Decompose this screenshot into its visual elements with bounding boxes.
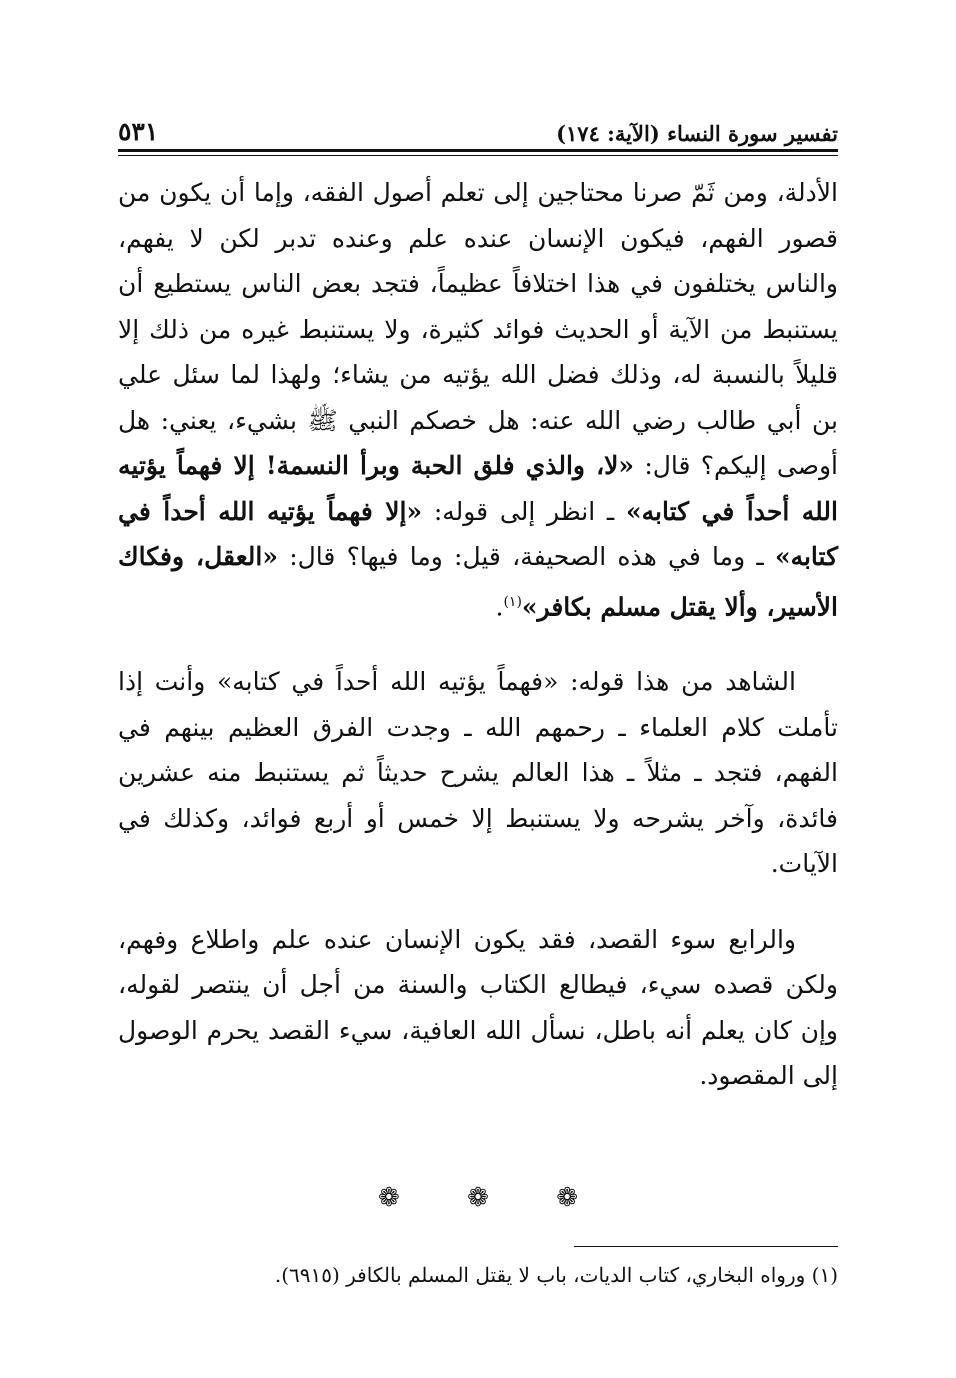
header-rule-thin <box>118 155 838 156</box>
flower-ornament-icon: ❁ <box>556 1183 578 1213</box>
footnote-rule <box>574 1246 838 1247</box>
hadith-quote-1: «لا، والذي فلق الحبة وبرأ النسمة! إلا فهماً يؤتيه الله أحداً في كتابه» <box>118 451 838 526</box>
paragraph-gap <box>118 887 838 917</box>
main-text <box>118 170 838 1099</box>
paragraph-gap <box>118 629 838 659</box>
running-title: تفسير سورة النساء (الآية: ١٧٤) <box>556 121 838 146</box>
hadith-quote-2: «إلا فهماً يؤتيه الله أحداً في كتابه» <box>118 496 838 571</box>
paragraph-1 <box>118 170 838 629</box>
paragraph-1-text-2: ـ انظر إلى قوله: <box>422 496 626 526</box>
section-divider <box>378 1183 578 1213</box>
paragraph-1-text-1: الأدلة، ومن ثَمّ صرنا محتاجين إلى تعلم أصول الفقه، وإما أن يكون من قصور الفهم، فيكون الإنسان عنده علم وعنده تدبر لكن لا يفهم، والناس يختلفون في هذا اختلافاً عظيماً، فتجد بعض الناس يستطيع أن يستنبط من الآية أو الحديث فوائد كثيرة، ولا يستنبط غيره من ذلك إلا قليلاً بالنسبة له، وذلك فضل الله يؤتيه من يشاء؛ ولهذا لما سئل علي بن أبي طالب رضي الله عنه: هل خصكم النبي ﷺ بشيء، يعني: هل أوصى إليكم؟ قال: <box>118 178 839 480</box>
flower-ornament-icon: ❁ <box>467 1183 489 1213</box>
paragraph-1-text-3: ـ وما في هذه الصحيفة، قيل: وما فيها؟ قال: <box>277 542 775 571</box>
flower-ornament-icon: ❁ <box>378 1183 400 1213</box>
header-rule-thick <box>118 149 838 152</box>
hadith-quote-3: «العقل، وفكاك الأسير، وألا يقتل مسلم بكافر» <box>118 542 838 621</box>
paragraph-2: الشاهد من هذا قوله: «فهماً يؤتيه الله أحداً في كتابه» وأنت إذا تأملت كلام العلماء ـ رحمهم الله ـ وجدت الفرق العظيم بينهم في الفهم، فتجد ـ مثلاً ـ هذا العالم يشرح حديثاً ثم يستنبط منه عشرين فائدة، وآخر يشرحه ولا يستنبط إلا خمس أو أربع فوائد، وكذلك في الآيات. <box>118 667 838 879</box>
page-header <box>118 108 838 146</box>
paragraph-1-end: . <box>495 591 504 621</box>
page-number: ٥٣١ <box>118 117 159 146</box>
footnote-reference: (١) <box>503 593 522 610</box>
footnote: (١) ورواه البخاري، كتاب الديات، باب لا يقتل المسلم بالكافر (٦٩١٥). <box>274 1263 838 1287</box>
paragraph-3: والرابع سوء القصد، فقد يكون الإنسان عنده علم واطلاع وفهم، ولكن قصده سيء، فيطالع الكتاب والسنة من أجل أن ينتصر لقوله، وإن كان يعلم أنه باطل، نسأل الله العافية، سيء القصد يحرم الوصول إلى المقصود. <box>118 924 838 1091</box>
